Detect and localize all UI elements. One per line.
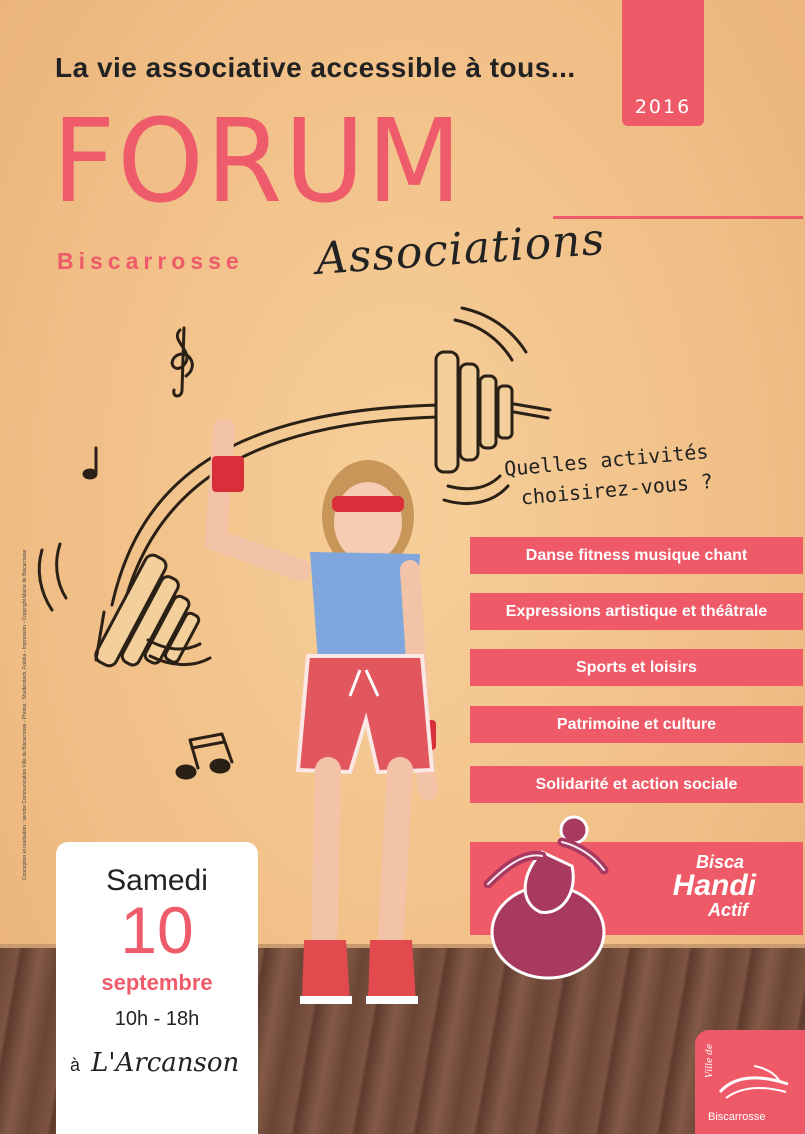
associations-title: Associations — [314, 213, 607, 285]
question-line-1: Quelles activités — [503, 439, 710, 481]
year-label: 2016 — [634, 96, 692, 118]
event-date-card — [56, 842, 258, 1134]
activity-heritage-culture: Patrimoine et culture — [470, 706, 803, 743]
handi-figure-icon — [482, 812, 612, 980]
year-tab — [622, 0, 704, 126]
event-day: Samedi — [106, 864, 208, 897]
logo-ville-label: Ville de — [705, 1043, 715, 1078]
activity-dance-fitness: Danse fitness musique chant — [470, 537, 803, 574]
event-day-number: 10 — [120, 893, 194, 967]
event-month: septembre — [101, 970, 213, 995]
venue-name: L'Arcanson — [91, 1048, 240, 1078]
tagline: La vie associative accessible à tous... — [55, 52, 576, 83]
handi-label — [596, 853, 756, 919]
handi-line-actif: Actif — [708, 900, 748, 920]
city-wave-logo-icon — [714, 1062, 794, 1102]
activity-solidarity: Solidarité et action sociale — [470, 766, 803, 803]
activity-sports-leisure: Sports et loisirs — [470, 649, 803, 686]
credits-text: Conception et réalisation : service Communication Ville de Biscarrosse - Photos : Shutterstock, Fotolia - Impression - Copyright Mairie de Biscarrosse — [22, 549, 28, 880]
event-venue — [70, 1048, 239, 1078]
event-hours: 10h - 18h — [114, 1008, 200, 1030]
forum-title: FORUM — [52, 93, 464, 229]
handi-line-handi: Handi — [672, 869, 756, 902]
city-label: Biscarrosse — [57, 248, 244, 274]
handi-line-bisca: Bisca — [695, 852, 744, 872]
activity-artistic-theatre: Expressions artistique et théâtrale — [470, 593, 803, 630]
logo-city-label: Biscarrosse — [708, 1111, 766, 1123]
venue-prefix: à — [70, 1055, 81, 1075]
question-line-2: choisirez-vous ? — [519, 468, 714, 510]
